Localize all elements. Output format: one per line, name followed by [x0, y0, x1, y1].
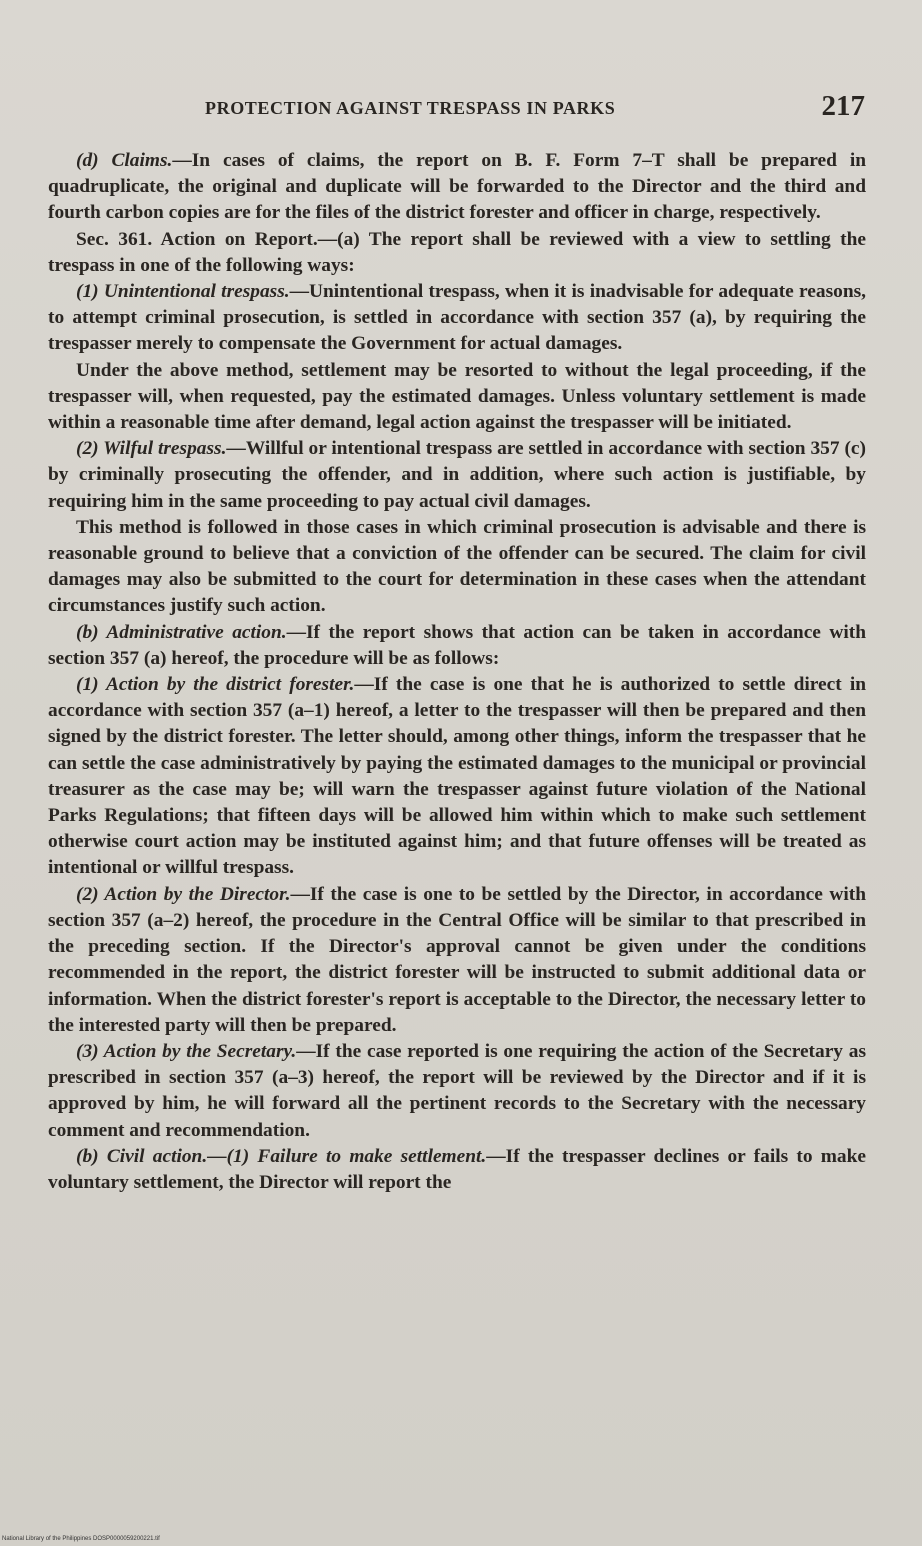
paragraph: (2) Wilful trespass.—Willful or intentional trespass are settled in accordance with section 357 (c) by criminally prosecuting the offender, and in addition, where such action is justifiable, by requiring him in the same proceeding to pay actual civil damages.: [48, 438, 866, 512]
paragraph: Sec. 361. Action on Report.—(a) The report shall be reviewed with a view to settling the trespass in one of the following ways:: [48, 228, 866, 276]
paragraph: (b) Civil action.—(1) Failure to make settlement.—If the trespasser declines or fails to make voluntary settlement, the Director will report the: [48, 1145, 867, 1193]
running-header: [205, 92, 865, 126]
paragraph: (3) Action by the Secretary.—If the case reported is one requiring the action of the Secretary as prescribed in section 357 (a–3) hereof, the report will be reviewed by the Director and if it is approved by him, he will forward all the pertinent records to the Secretary with the necessary comment and recommendation.: [48, 1040, 866, 1141]
body-text: [48, 148, 866, 1196]
page-title: PROTECTION AGAINST TRESPASS IN PARKS: [205, 98, 616, 118]
paragraph: (b) Administrative action.—If the report shows that action can be taken in accordance with section 357 (a) hereof, the procedure will be as follows:: [48, 621, 866, 669]
paragraph: Under the above method, settlement may be resorted to without the legal proceeding, if the trespasser will, when requested, pay the estimated damages. Unless voluntary settlement is made within a reasonable time after demand, legal action against the trespasser will be initiated.: [48, 359, 866, 434]
paragraph: (d) Claims.—In cases of claims, the report on B. F. Form 7–T shall be prepared in quadruplicate, the original and duplicate will be forwarded to the Director and the third and fourth carbon copies are for the files of the district forester and officer in charge, respectively.: [48, 150, 866, 224]
paragraph: (1) Action by the district forester.—If the case is one that he is authorized to settle direct in accordance with section 357 (a–1) hereof, a letter to the trespasser will then be prepared and then signed by the district forester. The letter should, among other things, inform the trespasser that he can settle the case administratively by paying the estimated damages to the municipal or provincial treasurer as the case may be; will warn the trespasser against future violation of the National Parks Regulations; that fifteen days will be allowed him within which to make such settlement otherwise court action may be instituted against him; and that future offenses will be treated as intentional or willful trespass.: [48, 674, 866, 879]
scan-footer: National Library of the Philippines DOSP0000059200221.tif: [2, 1536, 160, 1542]
paragraph: (1) Unintentional trespass.—Unintentional trespass, when it is inadvisable for adequate reasons, to attempt criminal prosecution, is settled in accordance with section 357 (a), by requiring the trespasser merely to compensate the Government for actual damages.: [48, 281, 867, 355]
paragraph: (2) Action by the Director.—If the case is one to be settled by the Director, in accordance with section 357 (a–2) hereof, the procedure in the Central Office will be similar to that prescribed in the preceding section. If the Director's approval cannot be given under the conditions recommended in the report, the district forester will be instructed to submit additional data or information. When the district forester's report is acceptable to the Director, the necessary letter to the interested party will then be prepared.: [48, 883, 866, 1036]
paragraph: This method is followed in those cases in which criminal prosecution is advisable and there is reasonable ground to believe that a conviction of the offender can be secured. The claim for civil damages may also be submitted to the court for determination in these cases when the attendant circumstances justify such action.: [48, 516, 866, 617]
page-number: 217: [821, 90, 865, 122]
